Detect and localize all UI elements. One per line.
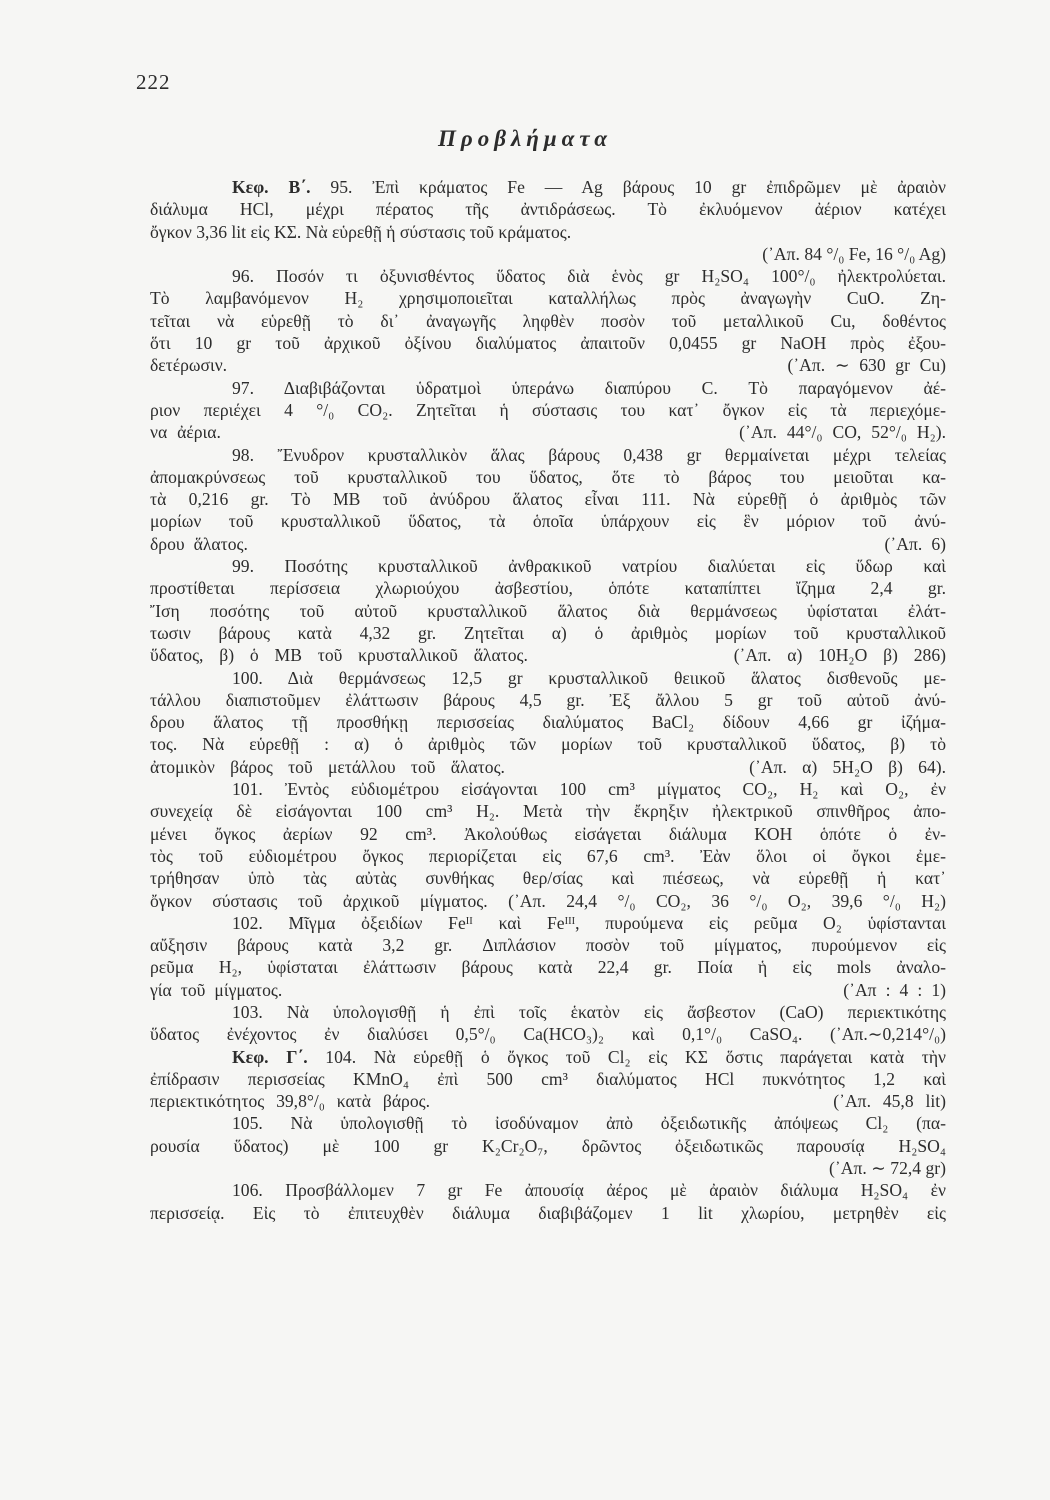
text-line	[150, 399, 946, 421]
line-text: τὰ 0,216 gr. Τὸ ΜΒ τοῦ ἀνύδρου ἅλατος εἶναι 111. Νὰ εὑρεθῇ ὁ ἀριθμὸς τῶν	[150, 489, 946, 510]
text-line	[150, 912, 946, 934]
line-text: 103. Νὰ ὑπολογισθῇ ἡ ἐπὶ τοῖς ἑκατὸν εἰς ἄσβεστον (CaO) περιεκτικότης	[232, 1001, 946, 1022]
line-text: 97. Διαβιβάζονται ὑδρατμοὶ ὑπεράνω διαπύρου C. Τὸ παραγόμενον ἀέ-	[232, 377, 946, 398]
line-text: τὸς τοῦ εὐδιομέτρου ὄγκος περιορίζεται εἰς 67,6 cm³. Ἐὰν ὅλοι οἱ ὄγκοι ἐμε-	[150, 845, 946, 866]
page-title: Προβλήματα	[438, 126, 612, 151]
line-text: γία τοῦ μίγματος. (᾿Απ : 4 : 1)	[150, 979, 946, 1000]
text-line	[150, 689, 946, 711]
text-line	[150, 956, 946, 978]
line-text: ὅτι 10 gr τοῦ ἀρχικοῦ ὀξίνου διαλύματος ἀπαιτοῦν 0,0455 gr NaOH πρὸς ἐξου-	[150, 333, 946, 354]
text-line	[150, 243, 946, 265]
text-line	[150, 1046, 946, 1068]
text-line	[150, 979, 946, 1001]
text-line	[150, 176, 946, 198]
line-text: τάλλου διαπιστοῦμεν ἐλάττωσιν βάρους 4,5 gr. Ἐξ ἄλλου 5 gr τοῦ αὐτοῦ ἀνύ-	[150, 689, 946, 710]
line-text: 106. Προσβάλλομεν 7 gr Fe ἀπουσίᾳ ἀέρος μὲ ἀραιὸν διάλυμα H₂SO₄ ἐν	[232, 1180, 946, 1201]
line-text: 101. Ἐντὸς εὐδιομέτρου εἰσάγονται 100 cm³ μίγματος CO₂, H₂ καὶ O₂, ἐν	[232, 779, 946, 800]
text-line	[150, 488, 946, 510]
line-text: δετέρωσιν. (᾿Απ. ∼ 630 gr Cu)	[150, 355, 946, 376]
text-line	[150, 310, 946, 332]
line-text: 100. Διὰ θερμάνσεως 12,5 gr κρυσταλλικοῦ θειικοῦ ἅλατος δισθενοῦς με-	[232, 667, 946, 688]
line-text: τος. Νὰ εὑρεθῇ : α) ὁ ἀριθμὸς τῶν μορίων τοῦ κρυσταλλικοῦ ὕδατος, β) τὸ	[150, 734, 946, 755]
line-text: τεῖται νὰ εὑρεθῇ τὸ δι᾿ ἀναγωγῆς ληφθὲν ποσὸν τοῦ μεταλλικοῦ Cu, δοθέντος	[150, 310, 946, 331]
text-line	[150, 890, 946, 912]
line-text: 99. Ποσότης κρυσταλλικοῦ ἀνθρακικοῦ νατρίου διαλύεται εἰς ὕδωρ καὶ	[232, 556, 946, 577]
text-line	[150, 577, 946, 599]
line-text: διάλυμα HCl, μέχρι πέρατος τῆς ἀντιδράσεως. Τὸ ἐκλυόμενον ἀέριον κατέχει	[150, 199, 946, 220]
text-line	[150, 1135, 946, 1157]
text-line	[150, 800, 946, 822]
text-line	[150, 1179, 946, 1201]
line-text: Ἴση ποσότης τοῦ αὐτοῦ κρυσταλλικοῦ ἅλατος διὰ θερμάνσεως ὑφίσταται ἐλάτ-	[150, 600, 946, 621]
page-number: 222	[136, 70, 171, 94]
text-line	[150, 466, 946, 488]
line-text: ρεῦμα H₂, ὑφίσταται ἐλάττωσιν βάρους κατὰ 22,4 gr. Ποία ἡ εἰς mols ἀναλο-	[150, 957, 946, 978]
line-text: Τὸ λαμβανόμενον H₂ χρησιμοποιεῖται καταλλήλως πρὸς ἀναγωγὴν CuO. Ζη-	[150, 288, 946, 309]
line-text: ριον περιέχει 4 °/₀ CO₂. Ζητεῖται ἡ σύστασις του κατ᾿ ὄγκον εἰς τὰ περιεχόμε-	[150, 399, 946, 420]
text-line	[150, 287, 946, 309]
text-line	[150, 533, 946, 555]
text-line	[150, 667, 946, 689]
text-line	[150, 1090, 946, 1112]
text-line	[150, 510, 946, 532]
line-text: ρουσία ὕδατος) μὲ 100 gr K₂Cr₂O₇, δρῶντος ὀξειδωτικῶς παρουσίᾳ H₂SO₄	[150, 1135, 946, 1156]
text-line	[150, 1068, 946, 1090]
text-line	[150, 377, 946, 399]
text-line	[150, 622, 946, 644]
line-text: (᾿Απ. ∼ 72,4 gr)	[829, 1158, 946, 1179]
text-line	[150, 845, 946, 867]
line-text: δρου ἅλατος. (᾿Απ. 6)	[150, 533, 946, 554]
line-text: ὄγκον 3,36 lit εἰς ΚΣ. Νὰ εὑρεθῇ ἡ σύστασις τοῦ κράματος.	[150, 221, 572, 242]
chapter-label: Κεφ. Β΄.	[232, 177, 311, 197]
text-line	[150, 265, 946, 287]
text-line	[150, 332, 946, 354]
text-line	[150, 198, 946, 220]
text-line	[150, 444, 946, 466]
line-text: ὕδατος ἐνέχοντος ἐν διαλύσει 0,5°/₀ Ca(HCO₃)₂ καὶ 0,1°/₀ CaSO₄. (᾿Απ.∼0,214°/₀)	[150, 1024, 946, 1045]
line-text: 105. Νὰ ὑπολογισθῇ τὸ ἰσοδύναμον ἀπὸ ὀξειδωτικῆς ἀπόψεως Cl₂ (πα-	[232, 1113, 946, 1134]
body-text	[150, 176, 946, 1224]
line-text: περισσείᾳ. Εἰς τὸ ἐπιτευχθὲν διάλυμα διαβιβάζομεν 1 lit χλωρίου, μετρηθὲν εἰς	[150, 1202, 946, 1223]
line-text: συνεχείᾳ δὲ εἰσάγονται 100 cm³ H₂. Μετὰ τὴν ἔκρηξιν ἠλεκτρικοῦ σπινθῆρος ἀπο-	[150, 801, 946, 822]
line-text: προστίθεται περίσσεια χλωριούχου ἀσβεστίου, ὁπότε καταπίπτει ἴζημα 2,4 gr.	[150, 578, 946, 599]
line-text: τρήθησαν ὑπὸ τὰς αὐτὰς συνθήκας θερ/σίας καὶ πιέσεως, νὰ εὑρεθῇ ἡ κατ᾿	[150, 868, 946, 889]
line-text: 98. Ἔνυδρον κρυσταλλικὸν ἅλας βάρους 0,438 gr θερμαίνεται μέχρι τελείας	[232, 444, 946, 465]
text-line	[150, 867, 946, 889]
text-line	[150, 1023, 946, 1045]
line-text: ὕδατος, β) ὁ ΜΒ τοῦ κρυσταλλικοῦ ἅλατος. (᾿Απ. α) 10H₂O β) 286)	[150, 645, 946, 666]
text-line	[150, 934, 946, 956]
text-line	[150, 600, 946, 622]
text-line	[150, 421, 946, 443]
line-text: 104. Νὰ εὑρεθῇ ὁ ὄγκος τοῦ Cl₂ εἰς ΚΣ ὅστις παράγεται κατὰ τὴν	[307, 1046, 946, 1067]
line-text: περιεκτικότητος 39,8°/₀ κατὰ βάρος. (᾿Απ. 45,8 lit)	[150, 1091, 946, 1112]
line-text: μορίων τοῦ κρυσταλλικοῦ ὕδατος, τὰ ὁποῖα ὑπάρχουν εἰς ἓν μόριον τοῦ ἀνύ-	[150, 511, 946, 532]
text-line	[150, 1202, 946, 1224]
text-line	[150, 756, 946, 778]
text-line	[150, 644, 946, 666]
text-line	[150, 555, 946, 577]
line-text: να ἀέρια. (᾿Απ. 44°/₀ CO, 52°/₀ H₂).	[150, 422, 946, 443]
line-text: τωσιν βάρους κατὰ 4,32 gr. Ζητεῖται α) ὁ ἀριθμὸς μορίων τοῦ κρυσταλλικοῦ	[150, 622, 946, 643]
text-line	[150, 823, 946, 845]
text-line	[150, 1112, 946, 1134]
line-text: μένει ὄγκος ἀερίων 92 cm³. Ἀκολούθως εἰσάγεται διάλυμα KOH ὁπότε ὁ ἐν-	[150, 823, 946, 844]
line-text: δρου ἅλατος τῇ προσθήκῃ περισσείας διαλύματος BaCl₂ δίδουν 4,66 gr ἰζήμα-	[150, 712, 946, 733]
text-line	[150, 778, 946, 800]
line-text: ἐπίδρασιν περισσείας KMnO₄ ἐπὶ 500 cm³ διαλύματος HCl πυκνότητος 1,2 καὶ	[150, 1068, 946, 1089]
line-text: (᾿Απ. 84 °/₀ Fe, 16 °/₀ Ag)	[762, 243, 946, 264]
line-text: 96. Ποσόν τι ὀξυνισθέντος ὕδατος διὰ ἑνὸς gr H₂SO₄ 100°/₀ ἠλεκτρολύεται.	[232, 266, 946, 287]
text-line	[150, 733, 946, 755]
text-line	[150, 221, 946, 243]
text-line	[150, 1001, 946, 1023]
line-text: ὄγκον σύστασις τοῦ ἀρχικοῦ μίγματος. (᾿Απ. 24,4 °/₀ CO₂, 36 °/₀ O₂, 39,6 °/₀ H₂)	[150, 890, 946, 911]
line-text: ἀτομικὸν βάρος τοῦ μετάλλου τοῦ ἅλατος. (᾿Απ. α) 5H₂O β) 64).	[150, 756, 946, 777]
line-text: 95. Ἐπὶ κράματος Fe — Ag βάρους 10 gr ἐπιδρῶμεν μὲ ἀραιὸν	[310, 177, 946, 197]
text-line	[150, 1157, 946, 1179]
line-text: αὔξησιν βάρους κατὰ 3,2 gr. Διπλάσιον ποσὸν τοῦ μίγματος, πυρούμενον εἰς	[150, 935, 946, 956]
line-text: 102. Μῖγμα ὀξειδίων Feᴵᴵ καὶ Feᴵᴵᴵ, πυρούμενα εἰς ρεῦμα O₂ ὑφίστανται	[232, 912, 946, 933]
chapter-label: Κεφ. Γ΄.	[232, 1046, 308, 1067]
text-line	[150, 711, 946, 733]
text-line	[150, 354, 946, 376]
line-text: ἀπομακρύνσεως τοῦ κρυσταλλικοῦ του ὕδατος, ὅτε τὸ βάρος του μειοῦται κα-	[150, 466, 946, 487]
